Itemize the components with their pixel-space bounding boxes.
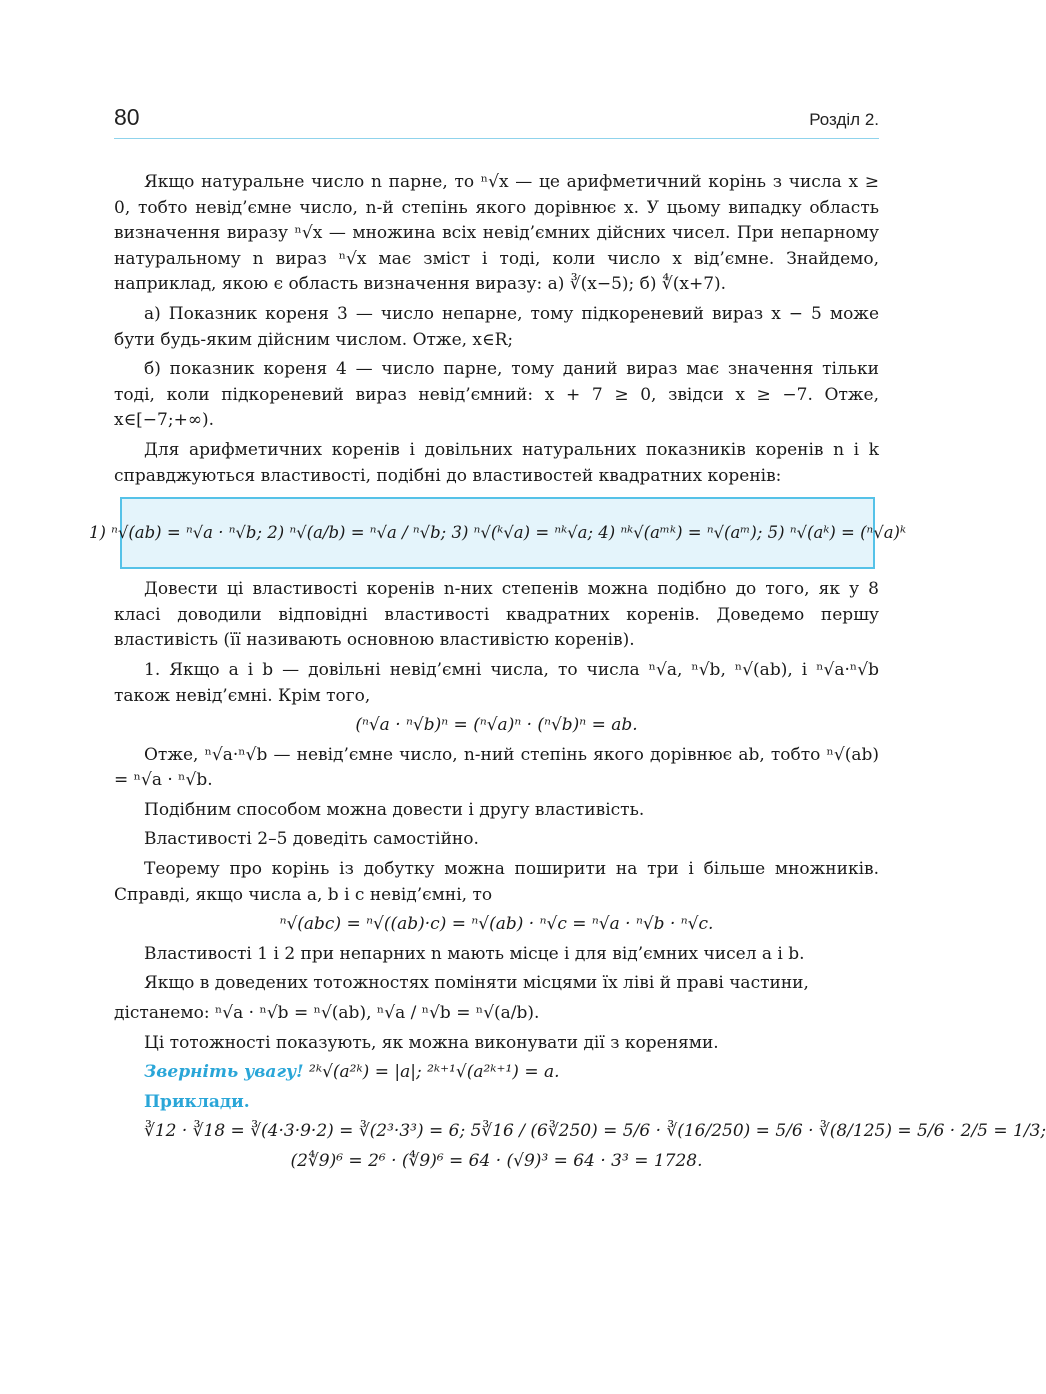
examples-heading bbox=[114, 1090, 879, 1116]
paragraph: Якщо натуральне число n парне, то ⁿ√x — це арифметичний корінь з числа x ≥ 0, тобто невід’ємне число, n-й степінь якого дорівнює x. У цьому випадку область визначення виразу ⁿ√x — множина всіх невід’ємних дійсних чисел. При непарному натуральному n вираз ⁿ√x має зміст і тоді, коли число x від’ємне. Знайдемо, наприклад, якою є область визначення виразу: а) ∛(x−5); б) ∜(x+7). bbox=[114, 172, 879, 295]
properties-box: 1) ⁿ√(ab) = ⁿ√a · ⁿ√b; 2) ⁿ√(a/b) = ⁿ√a / ⁿ√b; 3) ⁿ√(ᵏ√a) = ⁿᵏ√a; 4) ⁿᵏ√(aᵐᵏ) = ⁿ√(aᵐ); 5) ⁿ√(aᵏ) = (ⁿ√a)ᵏ bbox=[120, 497, 875, 569]
examples-label: Приклади. bbox=[144, 1091, 250, 1112]
paragraph: Теорему про корінь із добутку можна поширити на три і більше множників. Справді, якщо числа a, b і c невід’ємні, то bbox=[114, 859, 879, 905]
page-content bbox=[88, 170, 1046, 1179]
paragraph: б) показник кореня 4 — число парне, тому даний вираз має значення тільки тоді, коли підкореневий вираз невід’ємний: x + 7 ≥ 0, звідси x ≥ −7. Отже, x∈[−7;+∞). bbox=[114, 359, 879, 431]
paragraph: Для арифметичних коренів і довільних натуральних показників коренів n і k справджуються властивості, подібні до властивостей квадратних коренів: bbox=[114, 439, 879, 486]
formula: (ⁿ√a · ⁿ√b)ⁿ = (ⁿ√a)ⁿ · (ⁿ√b)ⁿ = ab. bbox=[355, 715, 638, 736]
page-header bbox=[114, 104, 879, 139]
attention-formula: ²ᵏ√(a²ᵏ) = |a|; ²ᵏ⁺¹√(a²ᵏ⁺¹) = a. bbox=[309, 1062, 560, 1083]
paragraph: Якщо в доведених тотожностях поміняти місцями їх ліві й праві частини, bbox=[144, 973, 809, 994]
paragraph: 1. Якщо a і b — довільні невід’ємні числа, то числа ⁿ√a, ⁿ√b, ⁿ√(ab), і ⁿ√a·ⁿ√b також невід’ємні. Крім того, bbox=[114, 659, 879, 706]
paragraph: Подібним способом можна довести і другу властивість. bbox=[144, 799, 645, 820]
paragraph: Ці тотожності показують, як можна виконувати дії з коренями. bbox=[144, 1032, 719, 1053]
paragraph: Отже, ⁿ√a·ⁿ√b — невід’ємне число, n-ний степінь якого дорівнює ab, тобто ⁿ√(ab) = ⁿ√a · ⁿ√b. bbox=[114, 744, 879, 791]
formula: ⁿ√(abc) = ⁿ√((ab)·c) = ⁿ√(ab) · ⁿ√c = ⁿ√a · ⁿ√b · ⁿ√c. bbox=[279, 914, 714, 935]
section-title: Розділ 2. bbox=[809, 110, 879, 129]
paragraph: а) Показник кореня 3 — число непарне, тому підкореневий вираз x − 5 може бути будь-яким дійсним числом. Отже, x∈R; bbox=[114, 303, 879, 350]
paragraph: дістанемо: ⁿ√a · ⁿ√b = ⁿ√(ab), ⁿ√a / ⁿ√b = ⁿ√(a/b). bbox=[114, 1003, 540, 1024]
example-line: (2∜9)⁶ = 2⁶ · (∜9)⁶ = 64 · (√9)³ = 64 · 3³ = 1728. bbox=[290, 1151, 703, 1171]
attention-line bbox=[114, 1060, 879, 1086]
paragraph: Властивості 1 і 2 при непарних n мають місце і для від’ємних чисел a і b. bbox=[144, 943, 805, 964]
paragraph: Довести ці властивості коренів n-них степенів можна подібно до того, як у 8 класі доводили відповідні властивості квадратних коренів. Доведемо першу властивість (її називають основною властивістю коренів). bbox=[114, 579, 879, 651]
example-line: ∛12 · ∛18 = ∛(4·3·9·2) = ∛(2³·3³) = 6; 5∛16 / (6∛250) = 5/6 · ∛(16/250) = 5/6 · ∛(8/125) = 5/6 · 2/5 = 1/3; bbox=[144, 1121, 1046, 1142]
paragraph: Властивості 2–5 доведіть самостійно. bbox=[144, 829, 479, 850]
page-number: 80 bbox=[114, 104, 140, 130]
attention-label: Зверніть увагу! bbox=[144, 1062, 304, 1083]
